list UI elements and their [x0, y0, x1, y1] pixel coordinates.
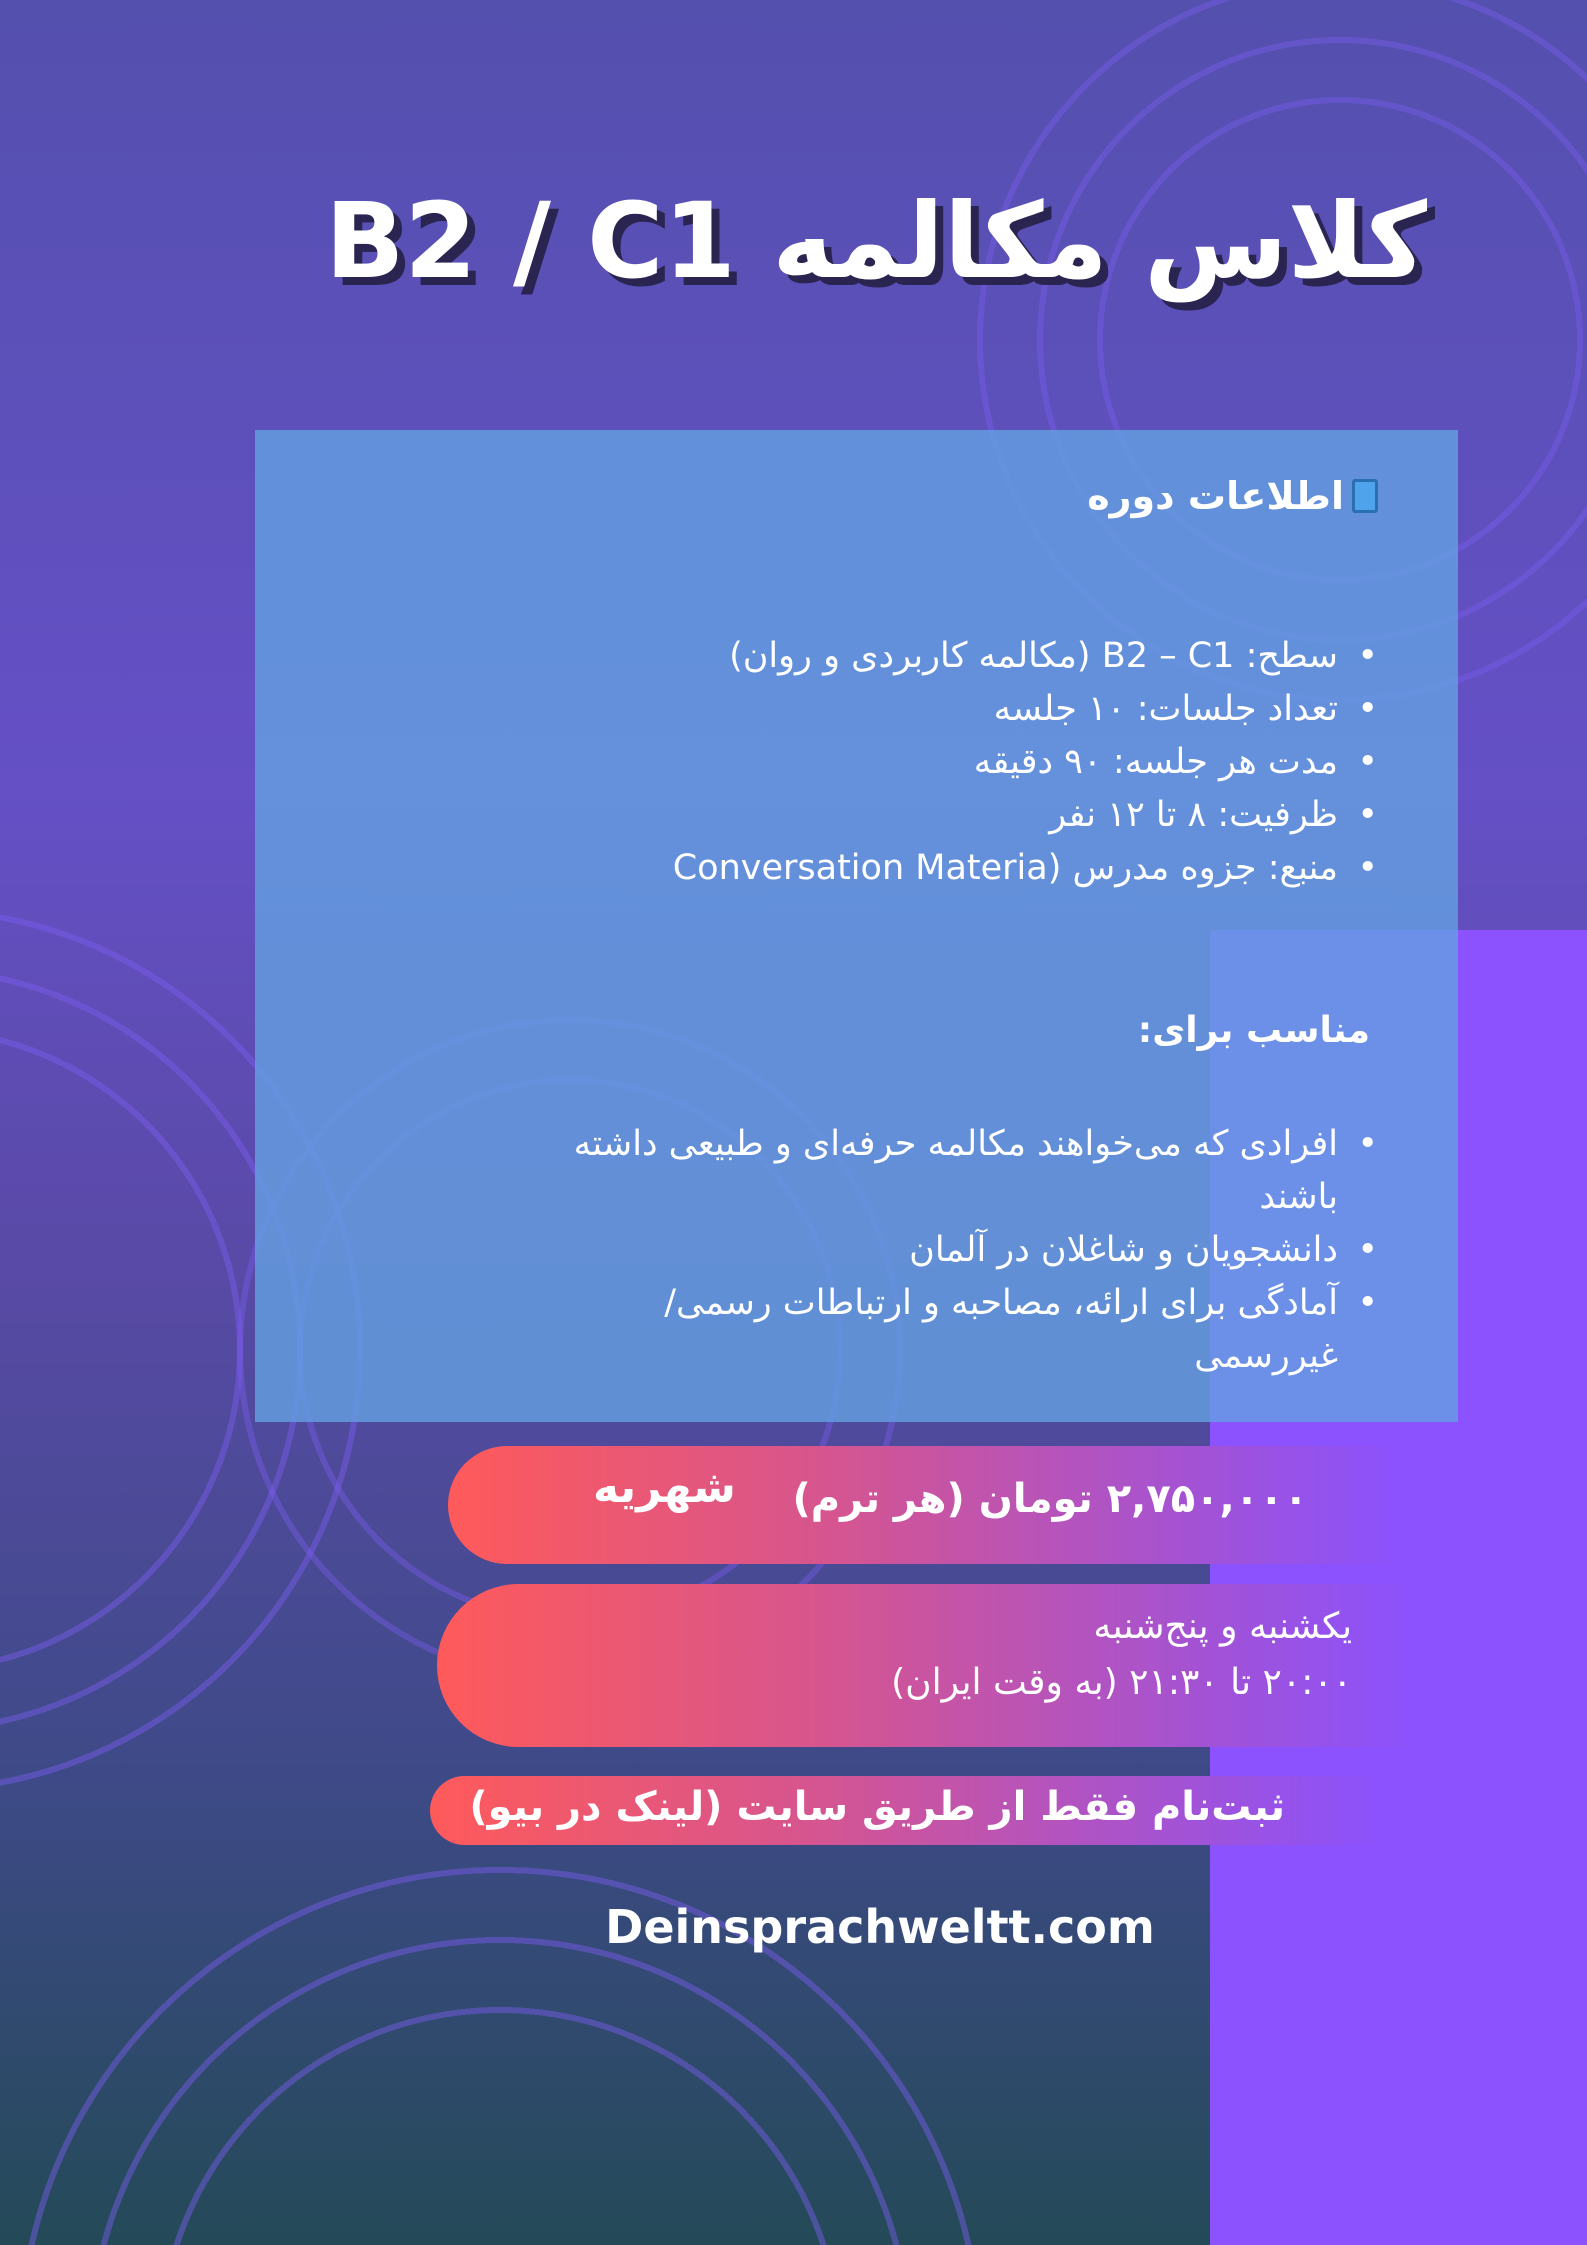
list-item: • ظرفیت: ۸ تا ۱۲ نفر — [673, 789, 1378, 842]
book-icon — [1352, 479, 1378, 513]
info-heading — [1087, 474, 1378, 518]
info-list — [673, 630, 1378, 895]
course-info-box — [255, 430, 1458, 1422]
list-item: • دانشجویان و شاغلان در آلمان — [528, 1224, 1378, 1277]
list-item: • افرادی که می‌خواهند مکالمه حرفه‌ای و طبیعی داشته باشند — [528, 1118, 1378, 1224]
schedule-days: یکشنبه و پنج‌شنبه — [1093, 1606, 1352, 1647]
registration-banner — [430, 1776, 1380, 1845]
registration-text: ثبت‌نام فقط از طریق سایت (لینک در بیو) — [469, 1784, 1285, 1830]
schedule-banner — [437, 1584, 1412, 1747]
list-item: • منبع: جزوه مدرس (Conversation Materia — [673, 842, 1378, 895]
page-title: کلاس مکالمه B2 / C1 — [325, 180, 1427, 302]
fee-label: شهریه — [593, 1462, 736, 1513]
schedule-time: ۲۰:۰۰ تا ۲۱:۳۰ (به وقت ایران) — [891, 1662, 1352, 1703]
list-item: • مدت هر جلسه: ۹۰ دقیقه — [673, 736, 1378, 789]
list-item: • تعداد جلسات: ۱۰ جلسه — [673, 683, 1378, 736]
list-item: • آمادگی برای ارائه، مصاحبه و ارتباطات رسمی/غیررسمی — [598, 1277, 1378, 1383]
fee-banner — [448, 1446, 1398, 1564]
suitable-list — [528, 1118, 1378, 1383]
suitable-heading: مناسب برای: — [1137, 1010, 1370, 1051]
list-item: • سطح: B2 – C1 (مکالمه کاربردی و روان) — [673, 630, 1378, 683]
website-link[interactable]: Deinsprachweltt.com — [605, 1900, 1155, 1954]
fee-value: ۲,۷۵۰,۰۰۰ تومان (هر ترم) — [792, 1476, 1308, 1522]
info-heading-text: اطلاعات دوره — [1087, 474, 1344, 518]
